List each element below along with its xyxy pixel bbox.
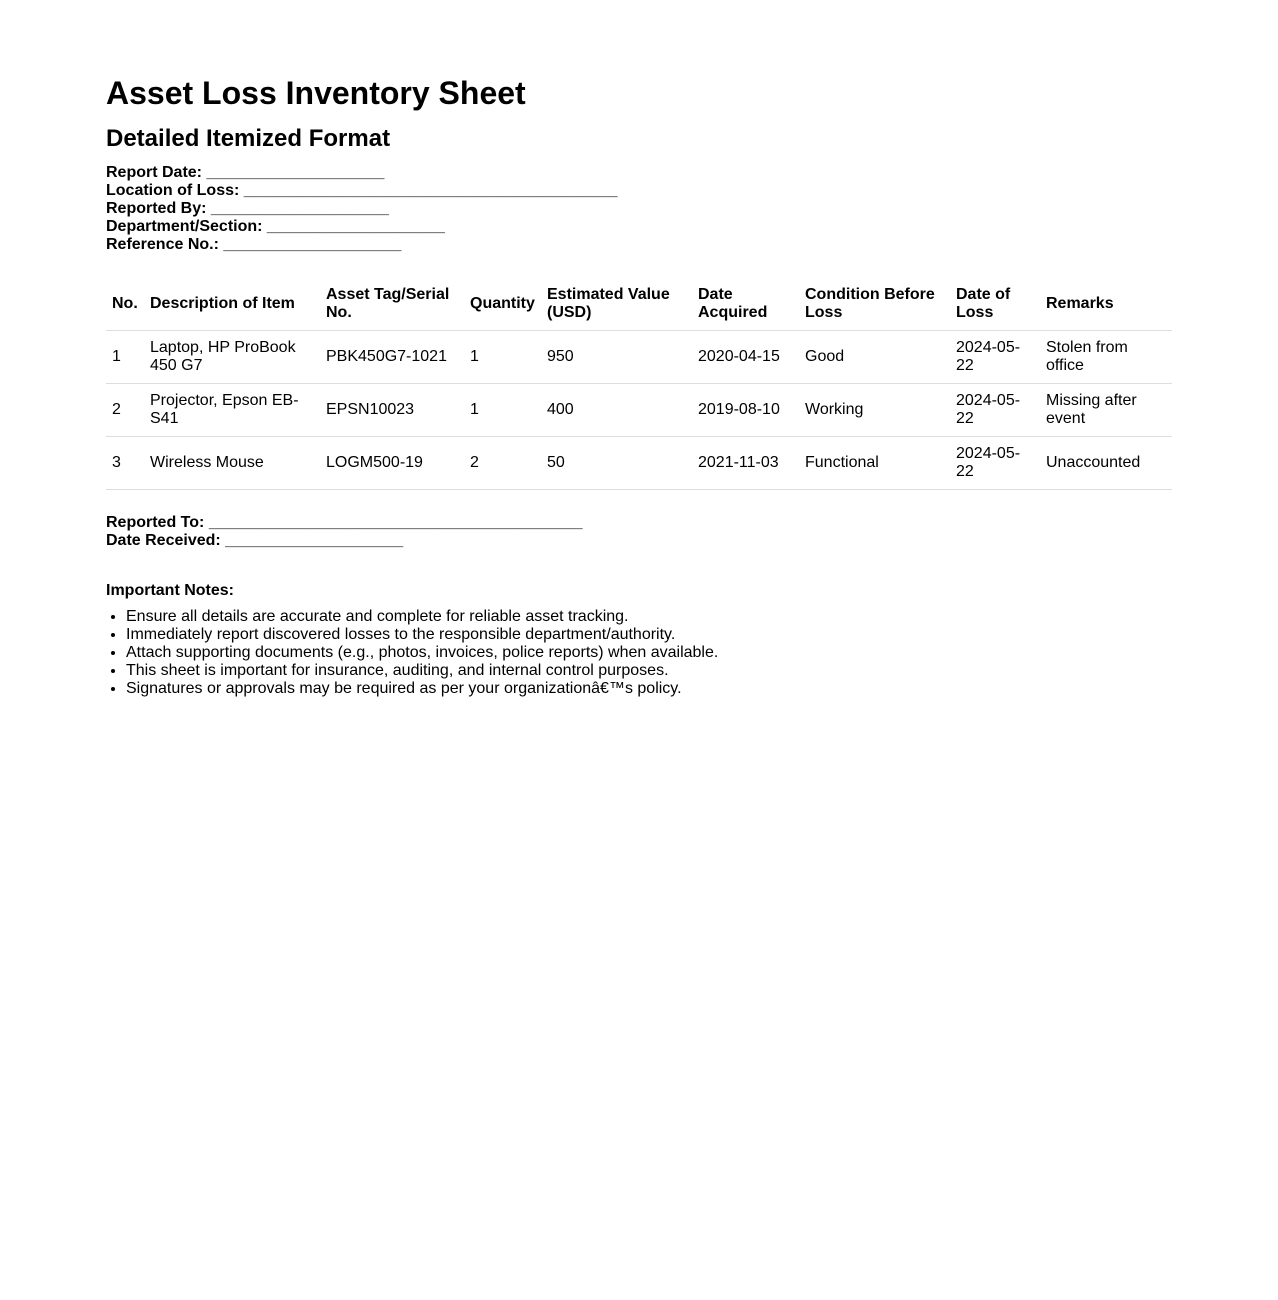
table-cell: 1 [464,331,541,384]
table-cell: 1 [106,331,144,384]
field-label: Reported To: [106,514,205,531]
field-reference-no [106,236,618,254]
field-blank: ____________________ [225,532,404,549]
header-fields [106,164,618,254]
asset-loss-table [106,278,1172,490]
field-report-date [106,164,618,182]
field-blank: ____________________ [266,218,445,235]
table-cell: 2 [464,437,541,490]
column-header: Description of Item [150,295,295,312]
note-item: • Immediately report discovered losses to the responsible department/authority. [126,626,718,644]
table-cell: 2020-04-15 [692,331,799,384]
table-cell: 2024-05-22 [950,437,1040,490]
table-cell: 400 [541,384,692,437]
table-cell: 50 [541,437,692,490]
note-item: • Ensure all details are accurate and complete for reliable asset tracking. [126,608,718,626]
field-label: Reference No.: [106,236,219,253]
table-cell: 3 [106,437,144,490]
page-title: Asset Loss Inventory Sheet [106,75,526,111]
field-reported-to [106,514,583,532]
field-blank: __________________________________________ [208,514,583,531]
table-cell: EPSN10023 [320,384,464,437]
notes-list [106,608,718,698]
column-header: Condition Before Loss [805,286,935,321]
field-blank: __________________________________________ [243,182,618,199]
table-row [106,437,1172,490]
table-cell: 2024-05-22 [950,331,1040,384]
table-cell: Functional [799,437,950,490]
table-row [106,384,1172,437]
field-reported-by [106,200,618,218]
table-cell: 2 [106,384,144,437]
column-header: Remarks [1046,295,1114,312]
table-cell: Good [799,331,950,384]
notes-title: Important Notes: [106,582,234,599]
table-cell: LOGM500-19 [320,437,464,490]
field-label: Department/Section: [106,218,263,235]
table-cell: PBK450G7-1021 [320,331,464,384]
field-blank: ____________________ [210,200,389,217]
table-cell: 950 [541,331,692,384]
note-item: • Attach supporting documents (e.g., photos, invoices, police reports) when available. [126,644,718,662]
column-header: Estimated Value (USD) [547,286,670,321]
field-blank: ____________________ [223,236,402,253]
field-label: Date Received: [106,532,221,549]
table-cell: Missing after event [1040,384,1172,437]
table-cell: Unaccounted [1040,437,1172,490]
table-cell: 2021-11-03 [692,437,799,490]
field-label: Report Date: [106,164,203,181]
table-cell: 2024-05-22 [950,384,1040,437]
column-header: Asset Tag/Serial No. [326,286,450,321]
column-header: No. [112,295,138,312]
note-item: • This sheet is important for insurance, auditing, and internal control purposes. [126,662,718,680]
table-cell: Stolen from office [1040,331,1172,384]
column-header: Quantity [470,295,535,312]
field-date-received [106,532,583,550]
field-location-of-loss [106,182,618,200]
table-header-row [106,278,1172,331]
table-row [106,331,1172,384]
table-cell: 2019-08-10 [692,384,799,437]
table-cell: 1 [464,384,541,437]
field-department-section [106,218,618,236]
note-item: • Signatures or approvals may be required as per your organizationâ€™s policy. [126,680,718,698]
field-label: Reported By: [106,200,207,217]
table-cell: Laptop, HP ProBook 450 G7 [144,331,320,384]
column-header: Date Acquired [698,286,768,321]
footer-fields [106,514,583,550]
page-subtitle: Detailed Itemized Format [106,125,391,152]
table-cell: Working [799,384,950,437]
table-cell: Wireless Mouse [144,437,320,490]
field-blank: ____________________ [206,164,385,181]
table-cell: Projector, Epson EB-S41 [144,384,320,437]
field-label: Location of Loss: [106,182,240,199]
column-header: Date of Loss [956,286,1011,321]
